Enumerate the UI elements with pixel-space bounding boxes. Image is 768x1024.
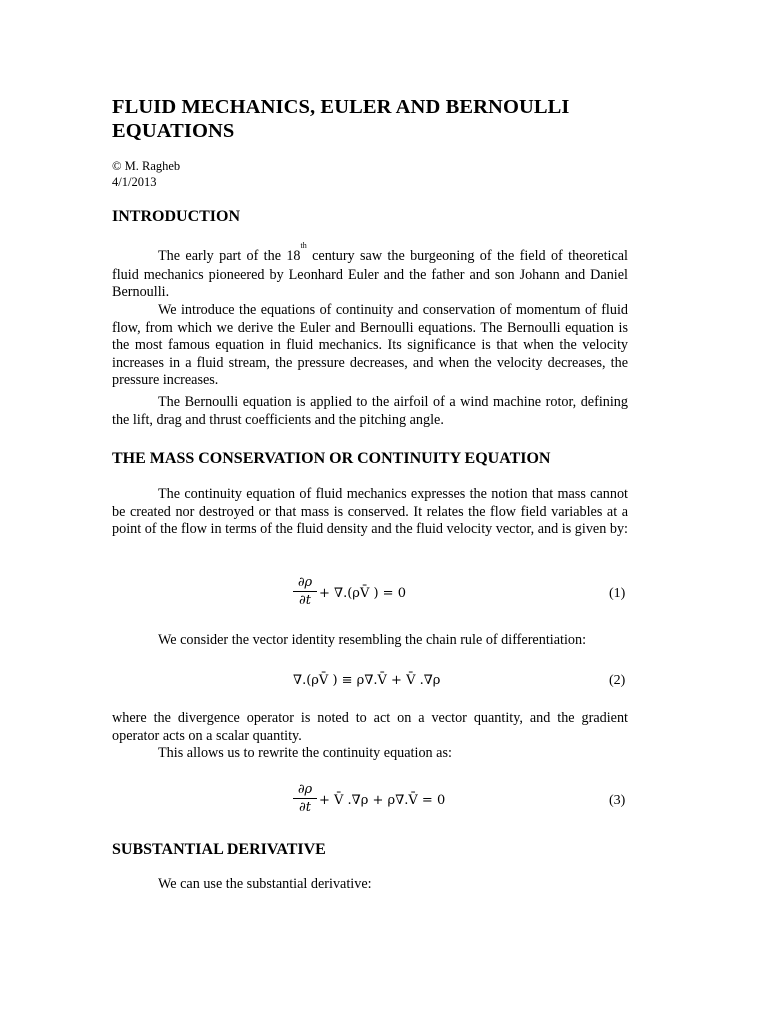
equation-1-denominator: ∂t <box>299 593 311 608</box>
fraction-bar <box>293 591 317 592</box>
continuity-paragraph-2: We consider the vector identity resembling the chain rule of differentiation: <box>158 632 587 648</box>
equation-3-fraction <box>293 783 317 815</box>
fraction-bar <box>293 798 317 799</box>
ordinal-superscript: th <box>300 241 307 250</box>
equation-3-denominator: ∂t <box>299 800 311 815</box>
document-title-line-2: EQUATIONS <box>112 120 235 142</box>
author-line: © M. Ragheb <box>112 159 181 173</box>
intro-paragraph-3: The Bernoulli equation is applied to the airfoil of a wind machine rotor, defining the lift, drag and thrust coefficients and the pitching angle. <box>112 394 628 428</box>
section-heading-mass-conservation: THE MASS CONSERVATION OR CONTINUITY EQUATION <box>112 450 551 467</box>
date-line: 4/1/2013 <box>112 175 157 189</box>
section-heading-substantial-derivative: SUBSTANTIAL DERIVATIVE <box>112 841 326 858</box>
equation-1-fraction <box>293 576 317 608</box>
equation-3-number: (3) <box>609 793 626 808</box>
continuity-paragraph-1: The continuity equation of fluid mechanics expresses the notion that mass cannot be created nor destroyed or that mass is conserved. It relates the flow field variables at a point of the flow in terms of the fluid density and the fluid velocity vector, and is given by: <box>112 486 628 538</box>
equation-3-body: + V̄ .∇ρ + ρ∇.V̄ = 0 <box>319 793 446 808</box>
equation-1-body: + ∇.(ρV̄ ) = 0 <box>319 586 406 601</box>
substantial-derivative-paragraph-1: We can use the substantial derivative: <box>158 876 372 892</box>
equation-1-numerator: ∂ρ <box>297 575 313 590</box>
equation-2-body: ∇.(ρV̄ ) ≡ ρ∇.V̄ + V̄ .∇ρ <box>293 673 441 688</box>
equation-2-number: (2) <box>609 673 626 688</box>
intro-paragraph-1 <box>112 241 628 302</box>
intro-p1-text-start: The early part of the 18 <box>158 248 301 264</box>
continuity-paragraph-3: where the divergence operator is noted to act on a vector quantity, and the gradient operator acts on a scalar quantity. <box>112 710 628 744</box>
equation-1-number: (1) <box>609 586 626 601</box>
document-title-line-1: FLUID MECHANICS, EULER AND BERNOULLI <box>112 96 570 118</box>
intro-p1-text-end: century saw the burgeoning of the field of theoretical fluid mechanics pioneered by Leonhard Euler and the father and son Johann and Daniel Bernoulli. <box>112 248 628 301</box>
continuity-paragraph-4: This allows us to rewrite the continuity equation as: <box>158 745 452 761</box>
section-heading-introduction: INTRODUCTION <box>112 208 241 225</box>
intro-paragraph-2: We introduce the equations of continuity and conservation of momentum of fluid flow, from which we derive the Euler and Bernoulli equations. The Bernoulli equation is the most famous equation in fluid mechanics. Its significance is that when the velocity increases in a fluid stream, the pressure decreases, and when the velocity decreases, the pressure increases. <box>112 302 628 389</box>
equation-3-numerator: ∂ρ <box>297 782 313 797</box>
